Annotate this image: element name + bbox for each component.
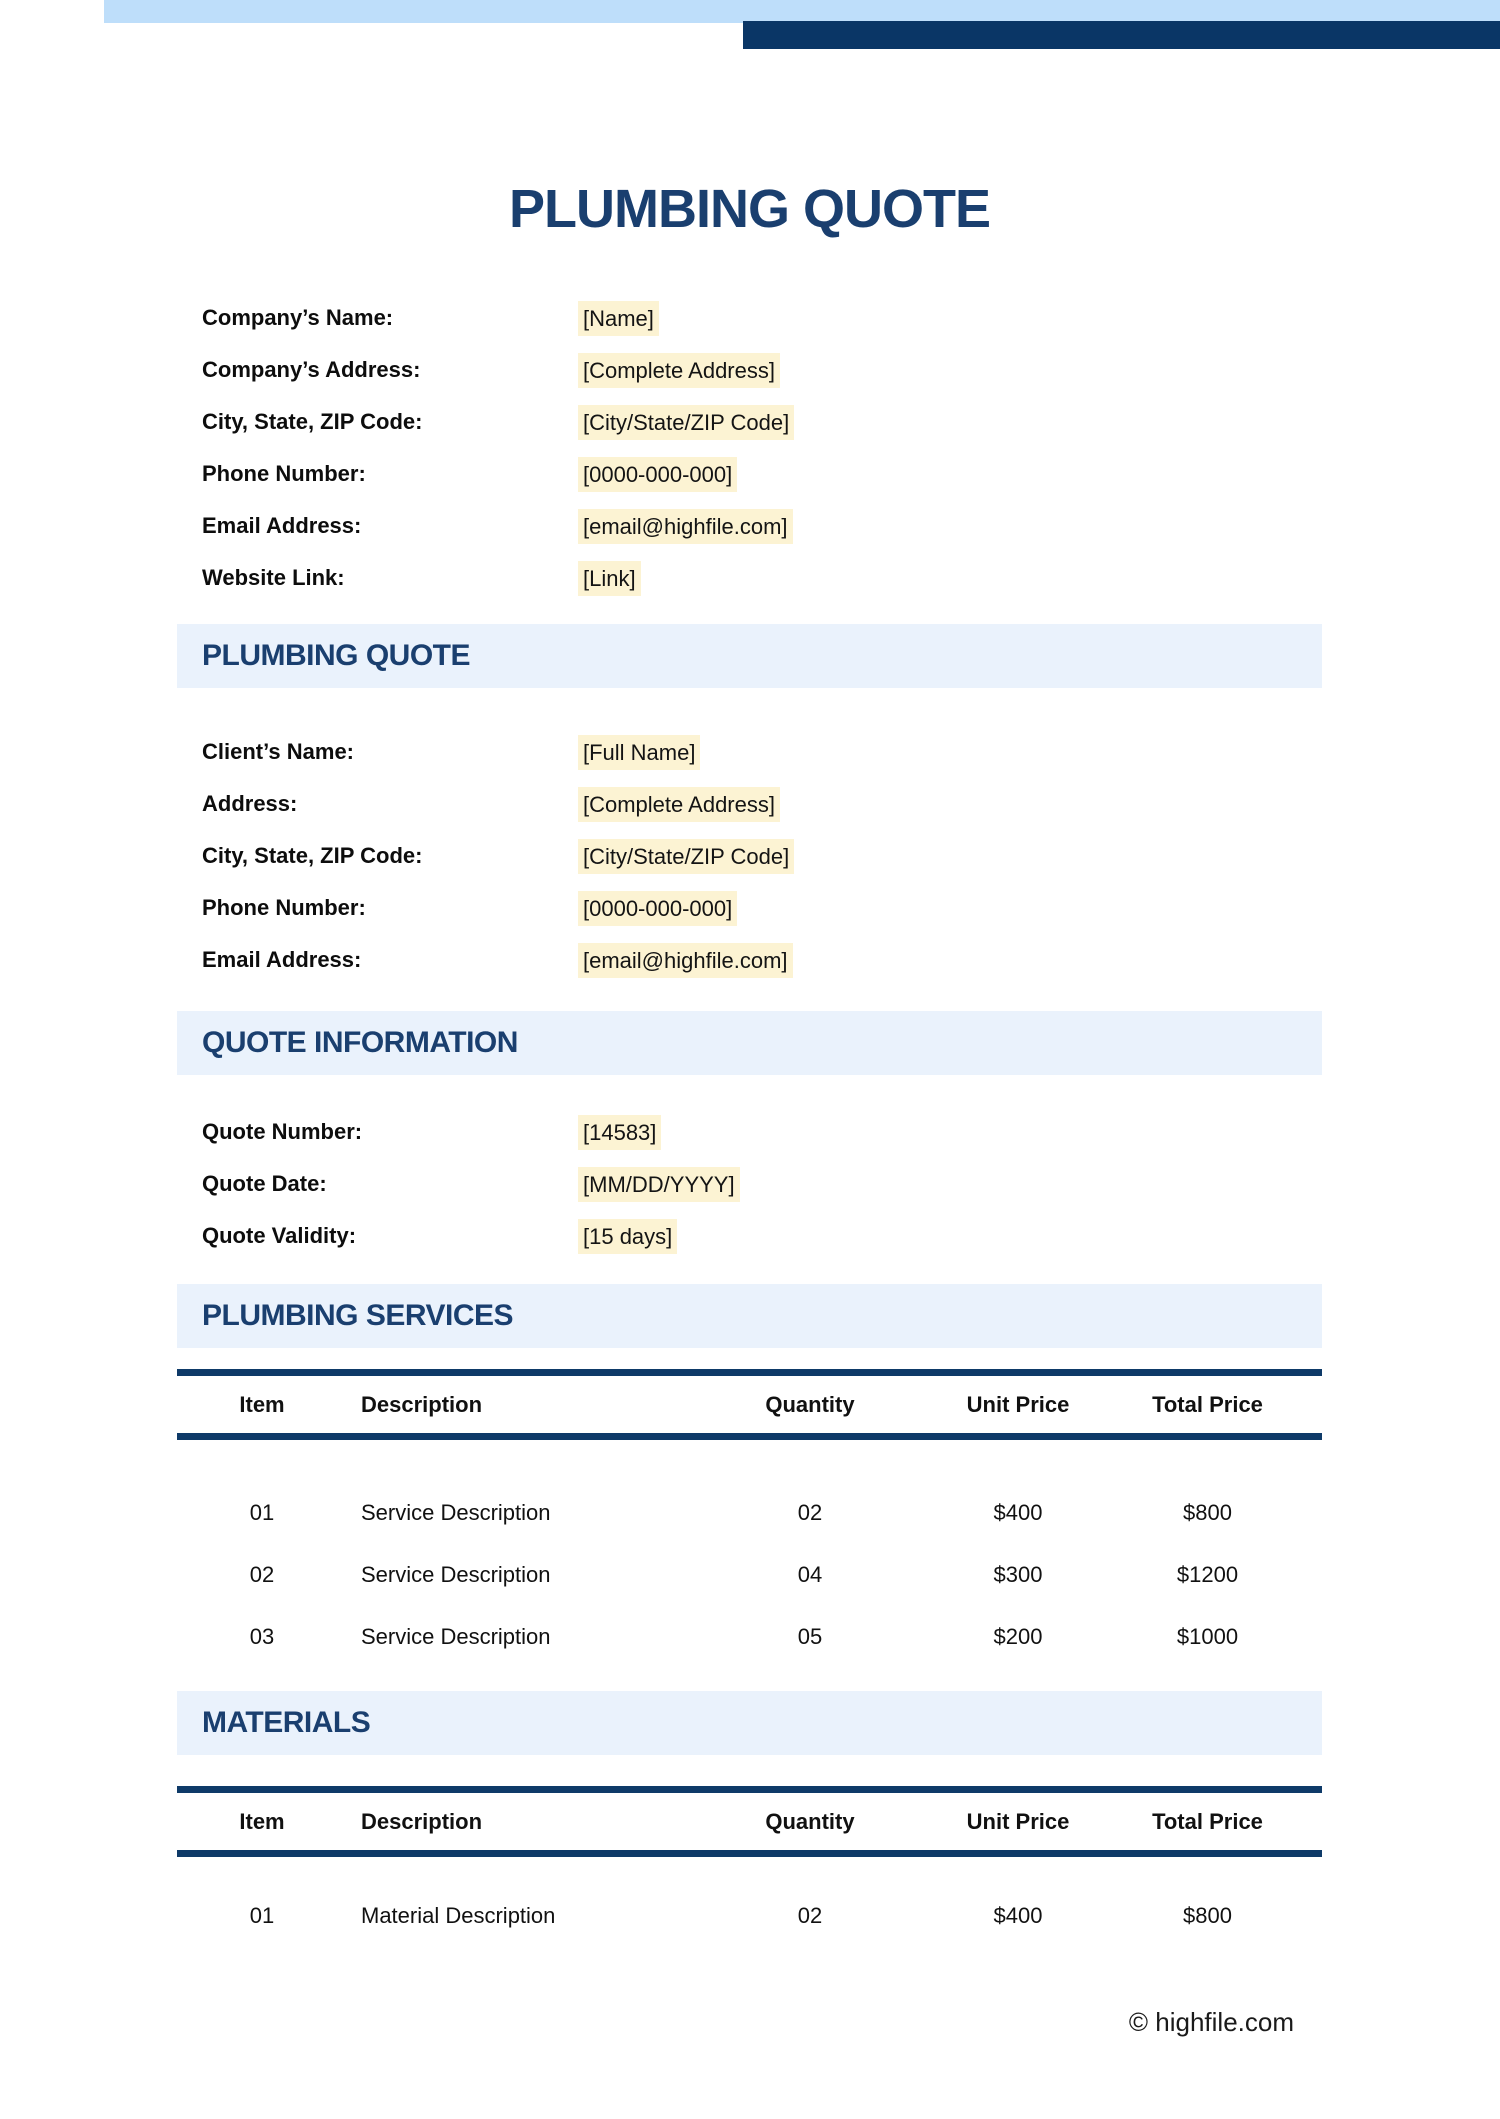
services-col-item: Item xyxy=(239,1391,285,1417)
client-phone-label: Phone Number: xyxy=(202,895,366,920)
company-info-block xyxy=(177,292,1322,604)
company-phone-row xyxy=(177,448,1322,500)
footer-copyright: © highfile.com xyxy=(1128,2007,1294,2037)
client-address-field[interactable]: [Complete Address] xyxy=(578,787,780,822)
service-total-price: $800 xyxy=(1183,1500,1232,1525)
materials-table-top-rule xyxy=(177,1786,1322,1793)
client-section-band xyxy=(177,624,1322,688)
materials-col-description: Description xyxy=(361,1808,483,1834)
client-email-label: Email Address: xyxy=(202,947,362,972)
client-city-state-zip-label: City, State, ZIP Code: xyxy=(202,843,423,868)
materials-table-header xyxy=(177,1793,1322,1850)
document-content xyxy=(177,0,1322,2039)
service-description: Service Description xyxy=(361,1624,551,1649)
service-item-number: 03 xyxy=(249,1624,275,1649)
company-website-row xyxy=(177,552,1322,604)
company-city-state-zip-label: City, State, ZIP Code: xyxy=(202,409,423,434)
company-phone-field[interactable]: [0000-000-000] xyxy=(578,457,737,492)
services-col-unit-price: Unit Price xyxy=(966,1391,1070,1417)
services-table-header-rule xyxy=(177,1433,1322,1440)
client-name-row xyxy=(177,726,1322,778)
service-unit-price: $200 xyxy=(993,1624,1043,1649)
material-description: Material Description xyxy=(361,1903,556,1928)
materials-section-band xyxy=(177,1691,1322,1755)
client-email-field[interactable]: [email@highfile.com] xyxy=(578,943,793,978)
client-address-row xyxy=(177,778,1322,830)
services-table-row xyxy=(177,1606,1322,1668)
service-description: Service Description xyxy=(361,1562,551,1587)
company-name-field[interactable]: [Name] xyxy=(578,301,659,336)
quote-number-row xyxy=(177,1106,1322,1158)
quote-date-field[interactable]: [MM/DD/YYYY] xyxy=(578,1167,740,1202)
document-title: PLUMBING QUOTE xyxy=(509,179,990,239)
quote-info-section-heading: QUOTE INFORMATION xyxy=(202,1026,518,1059)
materials-table-row xyxy=(177,1885,1322,1947)
services-col-quantity: Quantity xyxy=(765,1391,855,1417)
materials-col-quantity: Quantity xyxy=(765,1808,855,1834)
services-table-top-rule xyxy=(177,1369,1322,1376)
company-website-label: Website Link: xyxy=(202,565,345,590)
service-total-price: $1200 xyxy=(1176,1562,1239,1587)
quote-number-label: Quote Number: xyxy=(202,1119,363,1144)
service-quantity: 05 xyxy=(797,1624,823,1649)
client-phone-row xyxy=(177,882,1322,934)
services-table-row xyxy=(177,1544,1322,1606)
services-section-band xyxy=(177,1284,1322,1348)
services-table-header xyxy=(177,1376,1322,1433)
client-city-state-zip-row xyxy=(177,830,1322,882)
service-total-price: $1000 xyxy=(1176,1624,1239,1649)
material-unit-price: $400 xyxy=(993,1903,1043,1928)
company-email-row xyxy=(177,500,1322,552)
quote-info-block xyxy=(177,1106,1322,1262)
client-name-label: Client’s Name: xyxy=(202,739,355,764)
services-table-body xyxy=(177,1440,1322,1668)
company-city-state-zip-row xyxy=(177,396,1322,448)
materials-table-body xyxy=(177,1857,1322,1947)
company-city-state-zip-field[interactable]: [City/State/ZIP Code] xyxy=(578,405,794,440)
company-name-row xyxy=(177,292,1322,344)
services-section-heading: PLUMBING SERVICES xyxy=(202,1299,513,1332)
client-name-field[interactable]: [Full Name] xyxy=(578,735,700,770)
company-phone-label: Phone Number: xyxy=(202,461,366,486)
material-quantity: 02 xyxy=(797,1903,823,1928)
quote-validity-label: Quote Validity: xyxy=(202,1223,357,1248)
quote-info-section-band xyxy=(177,1011,1322,1075)
client-email-row xyxy=(177,934,1322,986)
company-email-label: Email Address: xyxy=(202,513,362,538)
quote-number-field[interactable]: [14583] xyxy=(578,1115,661,1150)
services-table-row xyxy=(177,1482,1322,1544)
materials-section-heading: MATERIALS xyxy=(202,1706,371,1739)
company-email-field[interactable]: [email@highfile.com] xyxy=(578,509,793,544)
service-item-number: 01 xyxy=(249,1500,275,1525)
company-address-field[interactable]: [Complete Address] xyxy=(578,353,780,388)
service-item-number: 02 xyxy=(249,1562,275,1587)
company-name-label: Company’s Name: xyxy=(202,305,394,330)
client-section-heading: PLUMBING QUOTE xyxy=(202,639,470,672)
company-website-field[interactable]: [Link] xyxy=(578,561,641,596)
service-unit-price: $400 xyxy=(993,1500,1043,1525)
service-quantity: 04 xyxy=(797,1562,823,1587)
materials-col-total-price: Total Price xyxy=(1152,1808,1263,1834)
quote-date-row xyxy=(177,1158,1322,1210)
service-description: Service Description xyxy=(361,1500,551,1525)
service-quantity: 02 xyxy=(797,1500,823,1525)
company-address-label: Company’s Address: xyxy=(202,357,421,382)
materials-table-header-rule xyxy=(177,1850,1322,1857)
material-item-number: 01 xyxy=(249,1903,275,1928)
quote-validity-field[interactable]: [15 days] xyxy=(578,1219,677,1254)
client-info-block xyxy=(177,726,1322,986)
client-phone-field[interactable]: [0000-000-000] xyxy=(578,891,737,926)
client-address-label: Address: xyxy=(202,791,298,816)
material-total-price: $800 xyxy=(1183,1903,1232,1928)
client-city-state-zip-field[interactable]: [City/State/ZIP Code] xyxy=(578,839,794,874)
quote-date-label: Quote Date: xyxy=(202,1171,327,1196)
materials-col-item: Item xyxy=(239,1808,285,1834)
services-col-total-price: Total Price xyxy=(1152,1391,1263,1417)
materials-col-unit-price: Unit Price xyxy=(966,1808,1070,1834)
services-col-description: Description xyxy=(361,1391,483,1417)
quote-validity-row xyxy=(177,1210,1322,1262)
service-unit-price: $300 xyxy=(993,1562,1043,1587)
company-address-row xyxy=(177,344,1322,396)
